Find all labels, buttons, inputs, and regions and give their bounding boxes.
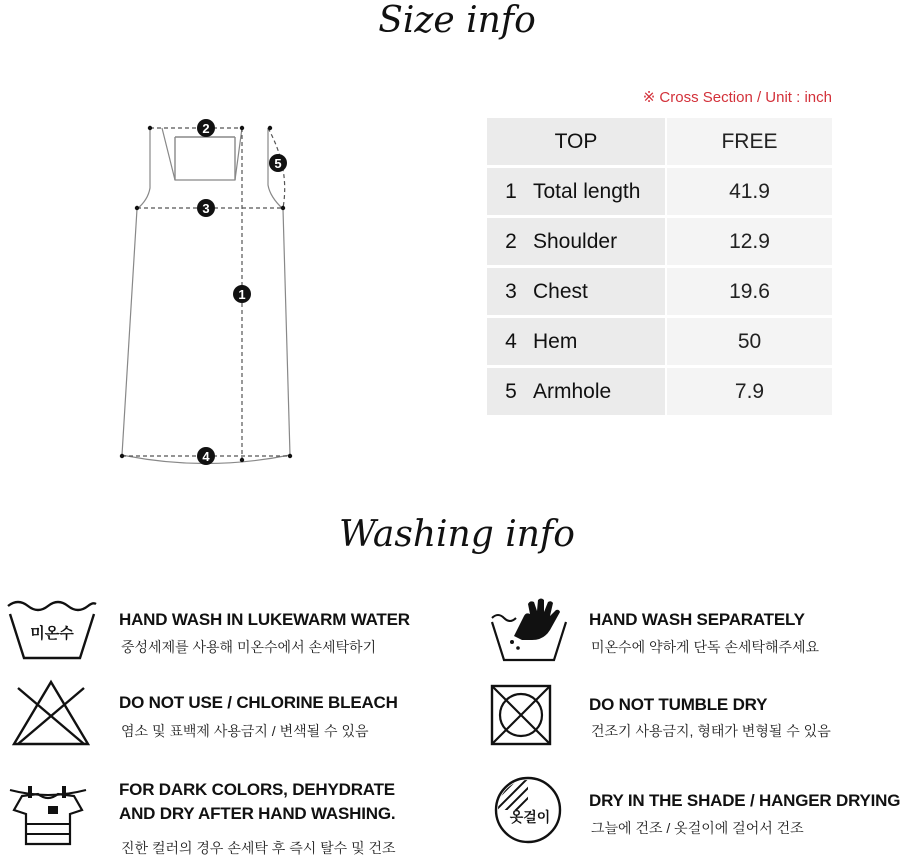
- table-row: [487, 218, 832, 265]
- row-label: Shoulder: [533, 229, 618, 253]
- diagram-marker-2: [197, 119, 215, 137]
- table-row: [487, 368, 832, 415]
- wash-sub-no-tumble-dry: 건조기 사용금지, 형태가 변형될 수 있음: [591, 723, 831, 739]
- wash-title-no-tumble-dry: DO NOT TUMBLE DRY: [589, 695, 768, 714]
- row-label: Armhole: [533, 379, 612, 403]
- diagram-marker-4: [197, 447, 215, 465]
- size-info-title: Size info: [378, 0, 536, 41]
- row-label: Chest: [533, 279, 588, 303]
- wash-sub-line-dry: 진한 컬러의 경우 손세탁 후 즉시 탈수 및 건조: [121, 840, 396, 856]
- row-value: 41.9: [667, 168, 832, 215]
- row-value: 7.9: [667, 368, 832, 415]
- size-table: [487, 118, 832, 418]
- diagram-marker-1: [233, 285, 251, 303]
- table-row: [487, 268, 832, 315]
- shade-dry-icon: [492, 770, 564, 846]
- wash-title-no-bleach: DO NOT USE / CHLORINE BLEACH: [119, 693, 398, 712]
- size-header-label: TOP: [487, 118, 665, 165]
- wash-title-shade-dry: DRY IN THE SHADE / HANGER DRYING: [589, 791, 901, 810]
- washing-info-title: Washing info: [339, 514, 575, 555]
- wash-title-hand-wash-lukewarm: HAND WASH IN LUKEWARM WATER: [119, 610, 410, 629]
- row-number: 1: [505, 179, 517, 203]
- no-tumble-dry-icon: [488, 682, 554, 748]
- row-number: 4: [505, 329, 517, 353]
- wash-title-hand-wash-separately: HAND WASH SEPARATELY: [589, 610, 805, 629]
- row-number: 3: [505, 279, 517, 303]
- garment-diagram: [110, 110, 300, 470]
- wash-sub-hand-wash-separately: 미온수에 약하게 단독 손세탁해주세요: [591, 639, 820, 655]
- unit-note: ※ Cross Section / Unit : inch: [642, 89, 832, 106]
- size-header-value: FREE: [667, 118, 832, 165]
- row-number: 2: [505, 229, 517, 253]
- row-number: 5: [505, 379, 517, 403]
- wash-title-line-dry-2: AND DRY AFTER HAND WASHING.: [119, 804, 396, 823]
- hand-wash-separately-icon: [488, 596, 570, 666]
- wash-sub-shade-dry: 그늘에 건조 / 옷걸이에 걸어서 건조: [591, 820, 804, 836]
- wash-title-line-dry-1: FOR DARK COLORS, DEHYDRATE: [119, 780, 395, 799]
- row-label: Hem: [533, 329, 578, 353]
- svg-text:미온수: 미온수: [30, 624, 74, 642]
- table-row: [487, 168, 832, 215]
- svg-text:5: 5: [274, 156, 282, 171]
- diagram-marker-5: [269, 154, 287, 172]
- row-value: 12.9: [667, 218, 832, 265]
- svg-text:옷걸이: 옷걸이: [509, 810, 551, 826]
- svg-text:1: 1: [238, 287, 246, 302]
- line-dry-icon: [8, 778, 88, 850]
- table-row: [487, 318, 832, 365]
- svg-text:4: 4: [202, 449, 210, 464]
- row-value: 50: [667, 318, 832, 365]
- size-table-header: [487, 118, 832, 165]
- diagram-marker-3: [197, 199, 215, 217]
- svg-text:3: 3: [202, 201, 210, 216]
- wash-sub-hand-wash-lukewarm: 중성세제를 사용해 미온수에서 손세탁하기: [121, 639, 377, 655]
- no-bleach-icon: [8, 678, 94, 748]
- wash-sub-no-bleach: 염소 및 표백제 사용금지 / 변색될 수 있음: [121, 723, 369, 739]
- row-value: 19.6: [667, 268, 832, 315]
- row-label: Total length: [533, 179, 641, 203]
- hand-wash-lukewarm-icon: [4, 596, 100, 666]
- svg-text:2: 2: [202, 121, 210, 136]
